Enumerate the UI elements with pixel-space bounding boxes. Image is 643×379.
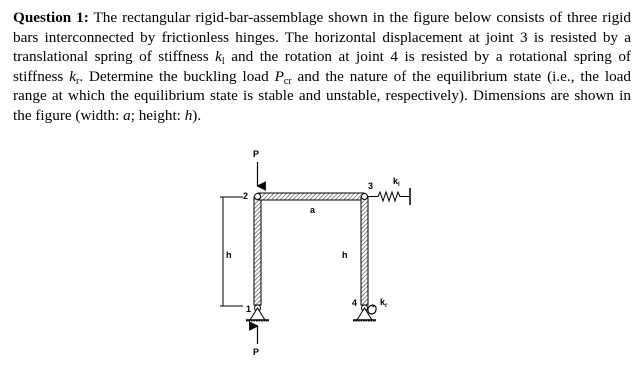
joint-label-1: 1 <box>246 304 252 314</box>
height-symbol: h <box>184 106 193 124</box>
load-label-bottom: P <box>253 347 260 357</box>
right-bar <box>361 197 368 305</box>
support-4 <box>353 308 376 321</box>
kr-symbol: k <box>69 67 76 85</box>
question-part-5: ; height: <box>130 106 185 124</box>
hinge-2 <box>255 194 261 200</box>
kl-subscript: l <box>221 56 225 67</box>
pcr-symbol: P <box>274 67 284 85</box>
hinge-3 <box>362 194 368 200</box>
load-label-top: P <box>253 149 260 159</box>
joint-label-4: 4 <box>352 298 358 308</box>
pcr-subscript: cr <box>283 75 292 87</box>
kl-symbol: k <box>215 48 222 65</box>
joint-label-2: 2 <box>243 191 249 201</box>
top-bar <box>258 193 364 200</box>
width-symbol: a <box>123 106 131 124</box>
question-part-6: ). <box>192 106 202 124</box>
translational-spring <box>368 188 411 205</box>
question-part-2: and the rotation at joint 4 is resisted by a rotational spring of stiffness <box>13 48 631 85</box>
height-label-left: h <box>226 250 232 260</box>
spring-label-kl: $k_l$ <box>393 176 400 188</box>
question-part-1: The rectangular rigid-bar-assemblage shown in the figure below consists of three rigid bars interconnected by frictionless hinges. The horizontal displacement at joint 3 is resisted by a translational spring of stiffness <box>13 9 631 65</box>
question-label: Question 1: <box>13 9 89 26</box>
width-label: a <box>310 205 316 215</box>
spring-label-kr: $k_r$ <box>380 297 388 309</box>
question-part-4: and the nature of the equilibrium state (i.e., the load range at which the equilibrium state is stable and unstable, respectively). Dimensions are shown in the figure (width: <box>13 67 631 124</box>
question-part-3: . Determine the buckling load <box>79 67 275 85</box>
kr-subscript: r <box>76 75 80 87</box>
height-dimension-left <box>220 197 243 306</box>
height-label-middle: h <box>342 250 348 260</box>
joint-label-3: 3 <box>368 181 374 191</box>
left-bar <box>254 197 261 305</box>
rotational-spring <box>368 305 376 314</box>
